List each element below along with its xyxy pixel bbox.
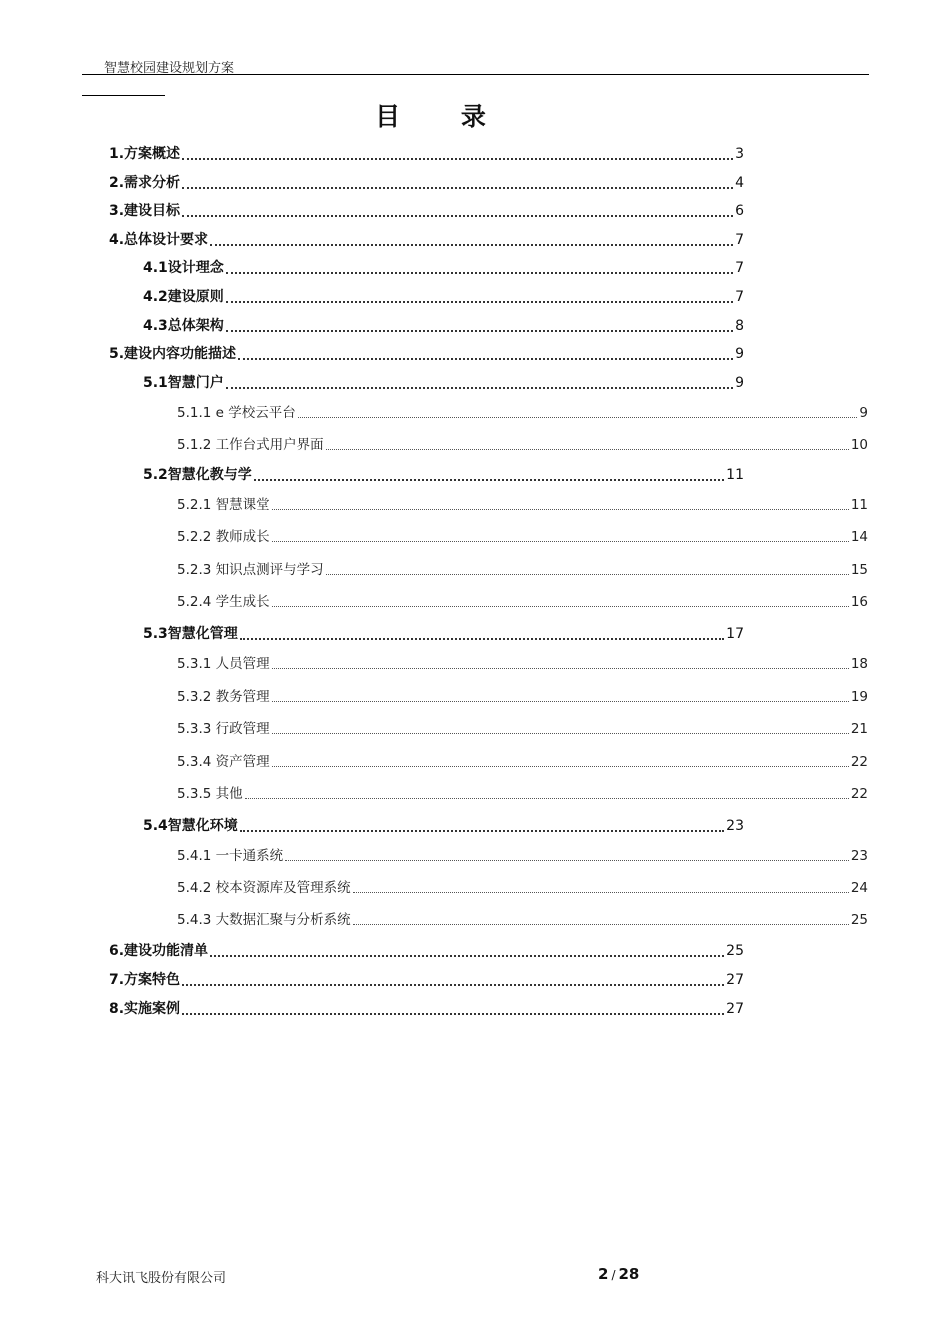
toc-entry[interactable] bbox=[177, 493, 868, 515]
toc-dot-leader bbox=[272, 667, 849, 669]
toc-entry[interactable] bbox=[177, 685, 868, 707]
toc-entry-label: 4.总体设计要求 bbox=[109, 232, 209, 248]
toc-entry-page: 6 bbox=[735, 203, 744, 219]
toc-entry[interactable] bbox=[177, 750, 868, 772]
toc-entry[interactable] bbox=[177, 525, 868, 547]
toc-dot-leader bbox=[272, 605, 849, 607]
toc-entry-page: 25 bbox=[850, 912, 868, 928]
toc-entry[interactable] bbox=[143, 372, 744, 394]
toc-entry-label: 5.3.5 其他 bbox=[177, 786, 243, 802]
toc-dot-leader bbox=[226, 300, 733, 303]
toc-entry[interactable] bbox=[109, 143, 744, 165]
toc-entry-page: 21 bbox=[850, 721, 868, 737]
toc-entry-label: 6.建设功能清单 bbox=[109, 943, 209, 959]
toc-entry-label: 5.4.2 校本资源库及管理系统 bbox=[177, 880, 351, 896]
toc-entry[interactable] bbox=[143, 257, 744, 279]
toc-entry-page: 7 bbox=[735, 232, 744, 248]
toc-dot-leader bbox=[272, 732, 849, 734]
toc-entry[interactable] bbox=[109, 969, 744, 991]
toc-entry-page: 18 bbox=[850, 656, 868, 672]
toc-dot-leader bbox=[326, 573, 849, 575]
toc-entry-label: 5.4.3 大数据汇聚与分析系统 bbox=[177, 912, 351, 928]
toc-entry-label: 5.2.2 教师成长 bbox=[177, 529, 270, 545]
toc-entry-page: 15 bbox=[850, 562, 868, 578]
toc-entry-page: 27 bbox=[726, 972, 744, 988]
toc-entry[interactable] bbox=[177, 433, 868, 455]
toc-dot-leader bbox=[272, 700, 849, 702]
toc-entry-page: 9 bbox=[735, 346, 744, 362]
toc-entry-label: 2.需求分析 bbox=[109, 175, 181, 191]
toc-entry-page: 25 bbox=[726, 943, 744, 959]
toc-entry-page: 14 bbox=[850, 529, 868, 545]
toc-entry-page: 11 bbox=[850, 497, 868, 513]
toc-dot-leader bbox=[254, 478, 724, 481]
toc-entry-page: 9 bbox=[859, 405, 868, 421]
toc-dot-leader bbox=[182, 186, 733, 189]
toc-entry[interactable] bbox=[177, 717, 868, 739]
footer-company: 科大讯飞股份有限公司 bbox=[96, 1271, 227, 1286]
toc-entry-label: 3.建设目标 bbox=[109, 203, 181, 219]
toc-entry-page: 23 bbox=[850, 848, 868, 864]
toc-entry[interactable] bbox=[109, 200, 744, 222]
toc-entry-label: 5.3.1 人员管理 bbox=[177, 656, 270, 672]
toc-dot-leader bbox=[353, 923, 849, 925]
toc-entry[interactable] bbox=[143, 623, 744, 645]
toc-entry-page: 23 bbox=[726, 818, 744, 834]
toc-entry-page: 10 bbox=[850, 437, 868, 453]
toc-dot-leader bbox=[210, 243, 733, 246]
toc-dot-leader bbox=[182, 214, 733, 217]
toc-entry-label: 1.方案概述 bbox=[109, 146, 181, 162]
toc-entry-page: 7 bbox=[735, 260, 744, 276]
toc-entry-page: 22 bbox=[850, 786, 868, 802]
toc-dot-leader bbox=[210, 954, 724, 957]
header-title: 智慧校园建设规划方案 bbox=[104, 61, 235, 76]
toc-dot-leader bbox=[272, 765, 849, 767]
footer-page-number bbox=[598, 1265, 639, 1283]
toc-dot-leader bbox=[182, 1012, 724, 1015]
toc-entry[interactable] bbox=[109, 998, 744, 1020]
toc-entry-label: 5.3.4 资产管理 bbox=[177, 754, 270, 770]
toc-entry-page: 8 bbox=[735, 318, 744, 334]
toc-entry-label: 5.2.1 智慧课堂 bbox=[177, 497, 270, 513]
toc-dot-leader bbox=[353, 891, 849, 893]
footer-page-separator: / bbox=[611, 1268, 616, 1282]
toc-entry[interactable] bbox=[177, 652, 868, 674]
toc-entry[interactable] bbox=[109, 940, 744, 962]
toc-entry[interactable] bbox=[143, 815, 744, 837]
toc-entry[interactable] bbox=[177, 590, 868, 612]
toc-entry[interactable] bbox=[109, 229, 744, 251]
toc-entry-label: 4.3总体架构 bbox=[143, 318, 224, 334]
toc-entry-label: 8.实施案例 bbox=[109, 1001, 181, 1017]
toc-entry-label: 5.1智慧门户 bbox=[143, 375, 224, 391]
toc-dot-leader bbox=[285, 859, 849, 861]
toc-dot-leader bbox=[298, 416, 858, 418]
toc-dot-leader bbox=[238, 357, 733, 360]
toc-entry-page: 22 bbox=[850, 754, 868, 770]
toc-entry-label: 5.2智慧化教与学 bbox=[143, 467, 252, 483]
toc-entry[interactable] bbox=[177, 401, 868, 423]
toc-title: 目 录 bbox=[375, 102, 512, 131]
toc-dot-leader bbox=[272, 508, 849, 510]
toc-entry-label: 5.2.3 知识点测评与学习 bbox=[177, 562, 324, 578]
toc-entry-label: 5.3.3 行政管理 bbox=[177, 721, 270, 737]
toc-entry[interactable] bbox=[177, 844, 868, 866]
toc-entry-label: 5.2.4 学生成长 bbox=[177, 594, 270, 610]
toc-entry-label: 5.4.1 一卡通系统 bbox=[177, 848, 284, 864]
toc-entry[interactable] bbox=[177, 876, 868, 898]
toc-entry-label: 5.建设内容功能描述 bbox=[109, 346, 237, 362]
toc-dot-leader bbox=[226, 386, 733, 389]
toc-entry-page: 11 bbox=[726, 467, 744, 483]
toc-entry[interactable] bbox=[143, 315, 744, 337]
toc-entry-label: 5.1.1 e 学校云平台 bbox=[177, 405, 296, 421]
toc-dot-leader bbox=[326, 448, 849, 450]
toc-dot-leader bbox=[226, 271, 733, 274]
toc-entry-page: 17 bbox=[726, 626, 744, 642]
footer-page-total: 28 bbox=[618, 1265, 640, 1283]
toc-entry-page: 7 bbox=[735, 289, 744, 305]
toc-entry-page: 27 bbox=[726, 1001, 744, 1017]
toc-entry[interactable] bbox=[109, 343, 744, 365]
toc-entry-label: 7.方案特色 bbox=[109, 972, 181, 988]
toc-entry-page: 4 bbox=[735, 175, 744, 191]
toc-entry-label: 4.2建设原则 bbox=[143, 289, 224, 305]
toc-dot-leader bbox=[182, 983, 724, 986]
toc-entry[interactable] bbox=[143, 464, 744, 486]
toc-entry-label: 5.4智慧化环境 bbox=[143, 818, 238, 834]
toc-entry[interactable] bbox=[177, 908, 868, 930]
toc-dot-leader bbox=[272, 540, 849, 542]
toc-entry-page: 24 bbox=[850, 880, 868, 896]
toc-entry-page: 3 bbox=[735, 146, 744, 162]
toc-dot-leader bbox=[182, 157, 733, 160]
toc-dot-leader bbox=[240, 829, 724, 832]
toc-entry-label: 5.1.2 工作台式用户界面 bbox=[177, 437, 324, 453]
toc-entry-page: 9 bbox=[735, 375, 744, 391]
toc-entry[interactable] bbox=[143, 286, 744, 308]
toc-dot-leader bbox=[226, 329, 733, 332]
toc-entry-page: 16 bbox=[850, 594, 868, 610]
toc-entry-label: 4.1设计理念 bbox=[143, 260, 224, 276]
toc-dot-leader bbox=[245, 797, 849, 799]
toc-entry-label: 5.3智慧化管理 bbox=[143, 626, 238, 642]
toc-dot-leader bbox=[240, 637, 724, 640]
toc-entry-label: 5.3.2 教务管理 bbox=[177, 689, 270, 705]
toc-entry[interactable] bbox=[177, 782, 868, 804]
toc-entry-page: 19 bbox=[850, 689, 868, 705]
footer-page-current: 2 bbox=[598, 1265, 609, 1283]
toc-entry[interactable] bbox=[109, 172, 744, 194]
toc-entry[interactable] bbox=[177, 558, 868, 580]
